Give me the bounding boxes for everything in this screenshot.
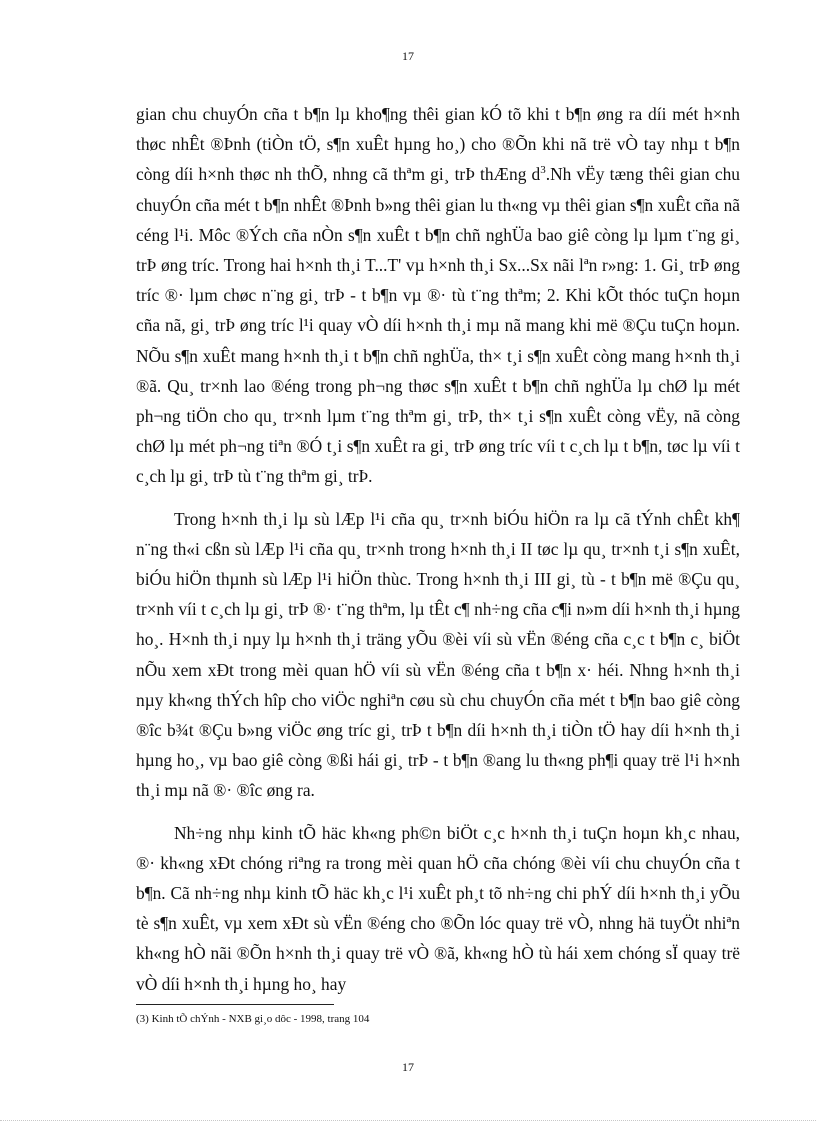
paragraph-2: Trong h×nh th¸i lµ sù lÆp l¹i cña qu¸ tr×nh biÓu hiÖn ra lµ cã tÝnh chÊt kh¶ n¨ng th«i cßn sù lÆp l¹i cña qu¸ tr×nh trong h×nh th¸i II tøc lµ qu¸ tr×nh t¸i s¶n xuÊt, biÓu hiÖn thµnh sù lÆp l¹i hiÖn thùc. Trong h×nh th¸i III gi¸ tù - t b¶n më ®Çu qu¸ tr×nh víi t c¸ch lµ gi¸ trÞ ®· t¨ng thªm, lµ tÊt c¶ nh÷ng cña c¶i n»m díi h×nh th¸i hµng ho¸. H×nh th¸i nµy lµ h×nh th¸i träng yÕu ®èi víi sù vËn ®éng cña c¸c t b¶n c¸ biÖt nÕu xem xÐt trong mèi quan hÖ víi sù vËn ®éng cña t b¶n x· héi. Nhng h×nh th¸i nµy kh«ng thÝch hîp cho viÖc nghiªn cøu sù chu chuyÓn cña mét t b¶n bao giê còng ®îc b¾t ®Çu b»ng viÖc øng tríc gi¸ trÞ t b¶n díi h×nh th¸i tiÒn tÖ hay díi h×nh th¸i hµng ho¸, vµ bao giê còng ®ßi hái gi¸ trÞ - t b¶n ®ang lu th«ng ph¶i quay trë l¹i h×nh th¸i mµ nã ®· ®îc øng ra. (136, 508, 740, 801)
paragraph-1 (136, 99, 740, 492)
paragraph-3: Nh÷ng nhµ kinh tÕ häc kh«ng ph©n biÖt c¸c h×nh th¸i tuÇn hoµn kh¸c nhau, ®· kh«ng xÐt chóng riªng ra trong mèi quan hÖ cña chóng ®èi víi chu chuyÓn cña t b¶n. Cã nh÷ng nhµ kinh tÕ häc kh¸c l¹i xuÊt ph¸t tõ nh÷ng chi phÝ díi h×nh th¸i yÕu tè s¶n xuÊt, vµ xem xÐt sù vËn ®éng cho ®Õn lóc quay trë vÒ, nhng hä tuyÖt nhiªn kh«ng hÒ nãi ®Õn h×nh th¸i quay trë vÒ ®ã, kh«ng hÒ tù hái xem chóng sÏ quay trë vÒ díi h×nh th¸i hµng ho¸ hay (136, 822, 740, 994)
body-text (136, 99, 740, 1011)
footnote-separator (136, 1004, 334, 1005)
footnote: (3) Kinh tÕ chÝnh - NXB gi¸o dôc - 1998, trang 104 (136, 1013, 370, 1025)
page-edge-divider (0, 1120, 816, 1121)
footnote-reference[interactable]: 3 (540, 164, 546, 177)
header-page-number: 17 (402, 49, 414, 63)
paragraph-1-continued: .Nh vËy tæng thêi gian chu chuyÓn cña mét t b¶n nhÊt ®Þnh b»ng thêi gian lu th«ng vµ thêi gian s¶n xuÊt cña nã céng l¹i. Môc ®Ých cña nÒn s¶n xuÊt t b¶n chñ nghÜa bao giê còng lµ lµm t¨ng gi¸ trÞ øng tríc. Trong hai h×nh th¸i T...T' vµ h×nh th¸i Sx...Sx nãi lªn r»ng: 1. Gi¸ trÞ øng tríc ®· lµm chøc n¨ng gi¸ trÞ - t b¶n vµ ®· tù t¨ng thªm; 2. Khi kÕt thóc tuÇn hoµn cña nã, gi¸ trÞ øng tríc l¹i quay vÒ díi h×nh th¸i mµ nã mang khi më ®Çu tuÇn hoµn. NÕu s¶n xuÊt mang h×nh th¸i t b¶n chñ nghÜa, th× t¸i s¶n xuÊt còng mang h×nh th¸i ®ã. Qu¸ tr×nh lao ®éng trong ph¬ng thøc s¶n xuÊt t b¶n chñ nghÜa lµ chØ lµ mét ph¬ng tiÖn cho qu¸ tr×nh lµm t¨ng thªm gi¸ trÞ, th× t¸i s¶n xuÊt còng vËy, nã còng chØ lµ mét ph¬ng tiªn ®Ó t¸i s¶n xuÊt ra gi¸ trÞ øng tríc víi t c¸ch lµ t b¶n, tøc lµ víi t c¸ch lµ gi¸ trÞ tù t¨ng thªm gi¸ trÞ. (136, 164, 740, 487)
paragraph-1-text: gian chu chuyÓn cña t b¶n lµ kho¶ng thêi gian kÓ tõ khi t b¶n øng ra díi mét h×nh thøc nhÊt ®Þnh (tiÒn tÖ, s¶n xuÊt hµng ho¸) cho ®Õn khi nã trë vÒ tay nhµ t b¶n còng díi h×nh thøc nh thÕ, nhng cã thªm gi¸ trÞ thÆng d (136, 104, 740, 185)
footer-page-number: 17 (402, 1060, 414, 1074)
